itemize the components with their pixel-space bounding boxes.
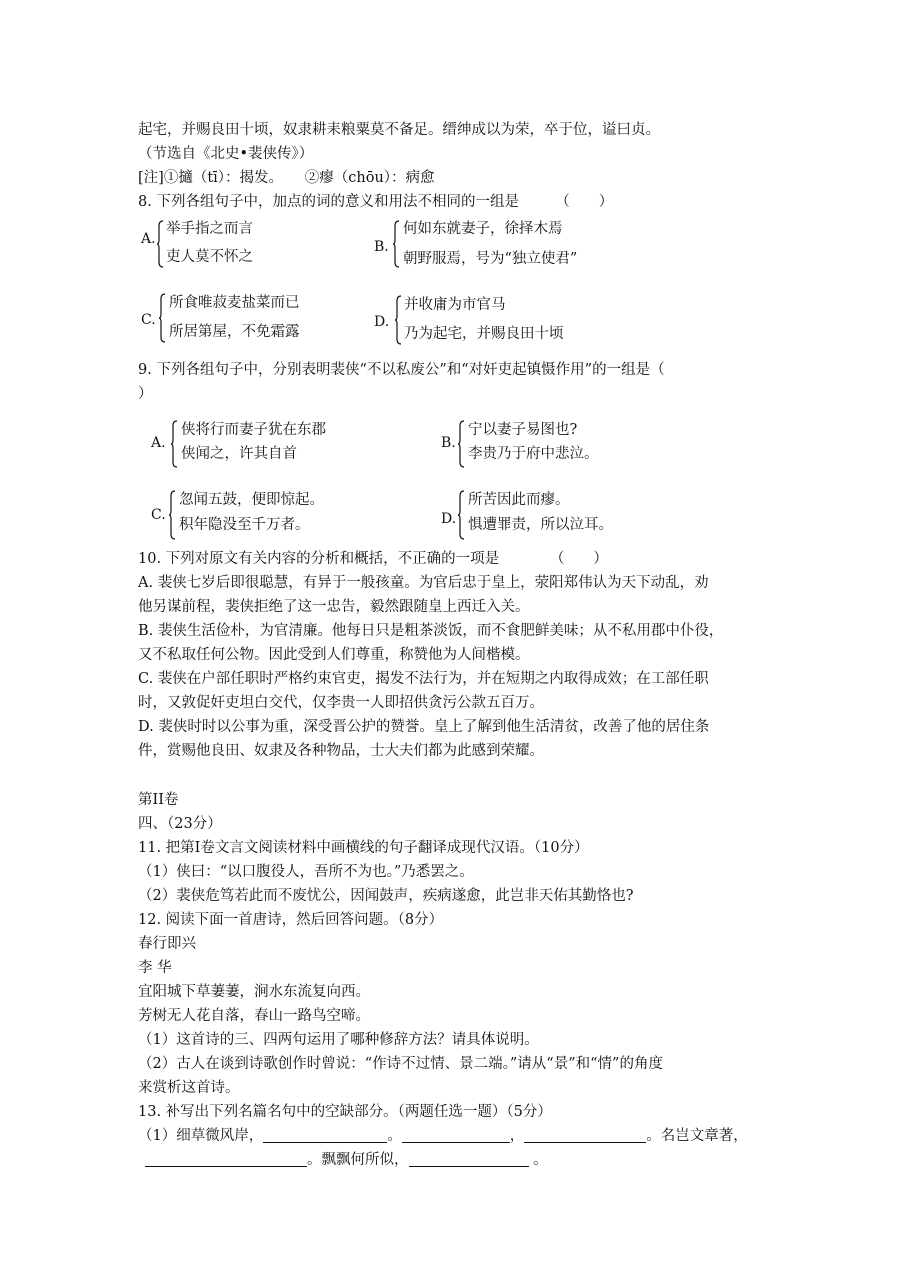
- q10-option-a: A. 裴侠七岁后即很聪慧，有异于一般孩童。为官后忠于皇上，荥阳郑伟认为天下动乱，劝: [138, 575, 709, 591]
- option-line-bottom: 乃为起宅，并赐良田十顷: [404, 326, 564, 342]
- text-segment: 。飘飘何所似，: [307, 1152, 409, 1168]
- text-segment: ，: [509, 1128, 525, 1144]
- brace-icon: [157, 220, 164, 268]
- option-line-top: 忽闻五鼓，便即惊起。: [179, 492, 324, 508]
- option-line-bottom: 惧遭罪责，所以泣耳。: [468, 517, 613, 533]
- answer-blank[interactable]: [409, 1151, 529, 1167]
- brace-icon: [458, 420, 465, 468]
- q10-option-a-cont: 他另谋前程，裴侠拒绝了这一忠告，毅然跟随皇上西迁入关。: [138, 599, 530, 615]
- q12-item-2-cont: 来赏析这首诗。: [138, 1080, 240, 1096]
- q10-option-c: C. 裴侠在户部任职时严格约束官吏，揭发不法行为，并在短期之内取得成效；在工部任职: [138, 671, 709, 687]
- option-line-bottom: 李贵乃于府中悲泣。: [468, 446, 599, 462]
- annotation-note: [注]①擿（tī）：揭发。 ②瘳（chōu）：病愈: [138, 170, 435, 186]
- q12-item-2: （2）古人在谈到诗歌创作时曾说：“作诗不过情、景二端。”请从“景”和“情”的角度: [138, 1056, 663, 1072]
- question-9-cont: ）: [138, 386, 153, 402]
- text-segment: 。名岂文章著，: [646, 1128, 748, 1144]
- question-13: 13. 补写出下列名篇名句中的空缺部分。（两题任选一题）（5分）: [138, 1104, 552, 1120]
- brace-icon: [395, 295, 402, 345]
- q13-item-1-cont: [145, 1150, 548, 1170]
- text-segment: 。: [528, 1152, 548, 1168]
- text-segment: 。: [387, 1128, 402, 1144]
- source-note: （节选自《北史•裴侠传》）: [138, 146, 314, 162]
- option-line-top: 所苦因此而瘳。: [468, 492, 570, 508]
- q10-option-d-cont: 件，赏赐他良田、奴隶及各种物品，士大夫们都为此感到荣耀。: [138, 743, 544, 759]
- option-line-top: 宁以妻子易图也?: [468, 422, 578, 438]
- poem-line: 芳树无人花自落，春山一路鸟空啼。: [138, 1008, 370, 1024]
- option-line-top: 侠将行而妻子犹在东郡: [181, 422, 326, 438]
- q10-option-b: B. 裴侠生活俭朴，为官清廉。他每日只是粗茶淡饭，而不食肥鲜美味；从不私用郡中仆役，: [138, 623, 724, 639]
- option-line-top: 所食唯菽麦盐菜而已: [169, 295, 300, 311]
- poem-author: 李 华: [138, 960, 172, 976]
- text-line: 起宅，并赐良田十顷，奴隶耕耒粮粟莫不备足。缙绅成以为荣，卒于位，谥曰贞。: [138, 122, 660, 138]
- option-line-top: 举手指之而言: [166, 221, 253, 237]
- option-letter: A.: [141, 231, 156, 247]
- option-letter: C.: [151, 507, 166, 523]
- q10-option-c-cont: 时，又敦促奸吏坦白交代，仅李贵一人即招供贪污公款五百万。: [138, 695, 544, 711]
- brace-icon: [171, 420, 178, 468]
- poem-title: 春行即兴: [138, 936, 196, 952]
- volume-heading: 第II卷: [138, 792, 179, 808]
- question-12: 12. 阅读下面一首唐诗，然后回答问题。（8分）: [138, 912, 444, 928]
- option-letter: D.: [441, 511, 457, 527]
- brace-icon: [169, 490, 176, 540]
- option-line-bottom: 所居第屋，不免霜露: [169, 324, 300, 340]
- question-10: 10. 下列对原文有关内容的分析和概括，不正确的一项是 （ ）: [138, 551, 608, 567]
- option-letter: B.: [441, 435, 456, 451]
- q13-item-1: [138, 1126, 748, 1146]
- option-line-bottom: 吏人莫不怀之: [166, 249, 253, 265]
- option-line-top: 并收庸为市官马: [404, 297, 506, 313]
- brace-icon: [393, 220, 400, 268]
- option-letter: C.: [141, 312, 156, 328]
- answer-blank[interactable]: [524, 1127, 646, 1143]
- option-line-bottom: 侠闻之，许其自首: [181, 446, 297, 462]
- answer-blank[interactable]: [402, 1127, 510, 1143]
- question-8: 8. 下列各组句子中，加点的词的意义和用法不相同的一组是 （ ）: [138, 194, 614, 210]
- q11-item-2: （2）裴侠危笃若此而不废忧公，因闻鼓声，疾病遂愈，此岂非天佑其勤恪也?: [138, 888, 634, 904]
- option-letter: B.: [374, 239, 389, 255]
- q10-option-b-cont: 又不私取任何公物。因此受到人们尊重，称赞他为人间楷模。: [138, 647, 530, 663]
- option-letter: A.: [151, 435, 166, 451]
- q11-item-1: （1）侠曰：“以口腹役人，吾所不为也。”乃悉罢之。: [138, 864, 474, 880]
- q12-item-1: （1）这首诗的三、四两句运用了哪种修辞方法？请具体说明。: [138, 1032, 539, 1048]
- option-line-bottom: 积年隐没至千万者。: [179, 517, 310, 533]
- option-line-top: 何如东就妻子，徐择木焉: [403, 221, 563, 237]
- question-11: 11. 把第I卷文言文阅读材料中画横线的句子翻译成现代汉语。（10分）: [138, 840, 589, 856]
- text-segment: （1）细草微风岸，: [138, 1128, 264, 1144]
- answer-blank[interactable]: [145, 1151, 307, 1167]
- brace-icon: [159, 293, 166, 343]
- poem-line: 宜阳城下草萋萋，涧水东流复向西。: [138, 984, 370, 1000]
- q10-option-d: D. 裴侠时时以公事为重，深受晋公护的赞誉。皇上了解到他生活清贫，改善了他的居住条: [138, 719, 710, 735]
- question-9: 9. 下列各组句子中，分别表明裴侠“不以私废公”和“对奸吏起镇慑作用”的一组是（: [138, 362, 665, 378]
- option-letter: D.: [374, 314, 390, 330]
- brace-icon: [458, 490, 465, 540]
- answer-blank[interactable]: [263, 1127, 387, 1143]
- section-heading: 四、（23分）: [138, 816, 222, 832]
- option-line-bottom: 朝野服焉，号为“独立使君”: [403, 251, 578, 267]
